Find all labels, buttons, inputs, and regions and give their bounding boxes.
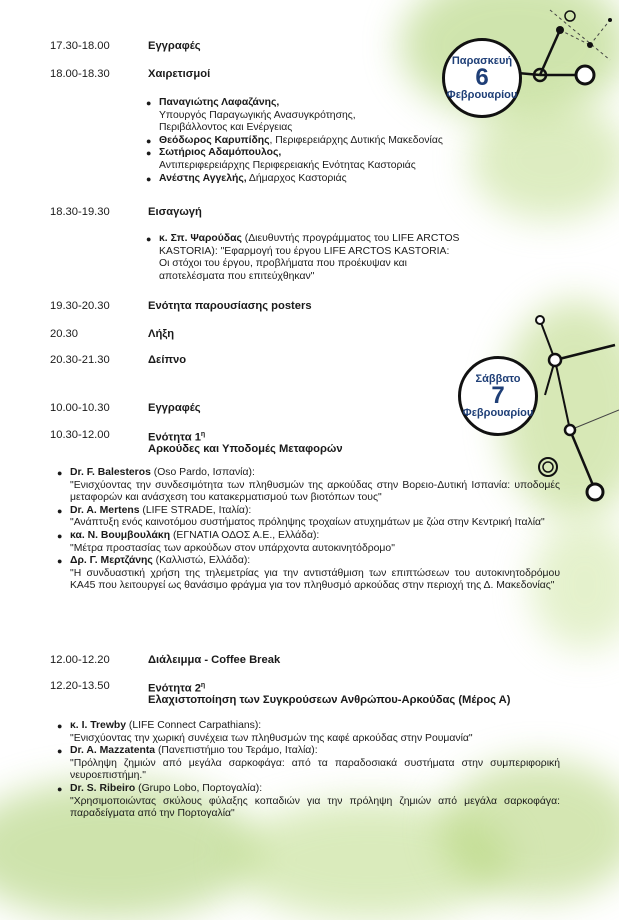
session2-talks: [57, 720, 560, 821]
list-item: [57, 720, 560, 745]
speaker-affiliation: (Πανεπιστήμιο του Τεράμο, Ιταλία):: [155, 745, 318, 757]
greetings-list: [146, 97, 476, 185]
list-item: [146, 97, 476, 135]
session-time: 20.30: [50, 328, 78, 340]
session-title: Δείπνο: [148, 354, 187, 366]
talk-title: "Η συνδυαστική χρήση της τηλεμετρίας για την αντιστάθμιση των επιπτώσεων του αυτοκινητοδρόμου ΚΑ45 που λειτουργεί ως θανάσιμο φράγμα για τον πληθυσμό αρκούδας στην περιοχή της Δ. Μακεδονίας": [70, 567, 560, 592]
talk-title: "Μέτρα προστασίας των αρκούδων στον υπάρχοντα αυτοκινητόδρομο": [70, 542, 395, 554]
session-title: Χαιρετισμοί: [148, 68, 211, 80]
badge-day-number: 7: [491, 382, 505, 409]
talk-text: KASTORIA): "Εφαρμογή του έργου LIFE ARCTOS KASTORIA:: [159, 245, 450, 257]
talk-title: "Ενισχύοντας την συνδεσιμότητα των πληθυσμών της αρκούδας στην Βορειο-Δυτική Ισπανία: υποδομές μεταφορών και ανάσχεση του κατακερματισμού των βιοτόπων τους": [70, 479, 560, 504]
speaker-affiliation: (LIFE Connect Carpathians):: [126, 720, 262, 731]
speaker-role: Δήμαρχος Καστοριάς: [246, 172, 347, 184]
session-time: 18.00-18.30: [50, 68, 110, 80]
badge-weekday: Παρασκευή: [451, 55, 513, 67]
speaker-name: Dr. F. Balesteros: [70, 467, 151, 478]
session-time: 19.30-20.30: [50, 300, 110, 312]
session-title: Εγγραφές: [148, 402, 201, 414]
session-title: Εισαγωγή: [148, 206, 202, 218]
speaker-name: κ. Σπ. Ψαρούδας: [159, 233, 242, 244]
talk-text: αποτελέσματα που επιτεύχθηκαν": [159, 270, 315, 282]
list-item: [57, 530, 560, 555]
session-title-sup: η: [200, 431, 206, 438]
session-time: 20.30-21.30: [50, 354, 110, 366]
speaker-role: Αντιπεριφερειάρχης Περιφερειακής Ενότητας Καστοριάς: [159, 159, 416, 171]
day-badge-saturday: [458, 356, 538, 436]
speaker-affiliation: (LIFE STRADE, Ιταλία):: [139, 504, 252, 516]
speaker-name: κα. Ν. Βουμβουλάκη: [70, 529, 171, 541]
speaker-name: Θεόδωρος Καρυπίδης: [159, 134, 270, 146]
speaker-name: Παναγιώτης Λαφαζάνης,: [159, 97, 280, 108]
list-item: [146, 135, 476, 148]
intro-talk: [146, 233, 516, 283]
speaker-name: Dr. S. Ribeiro: [70, 782, 136, 794]
talk-title: "Ανάπτυξη ενός καινοτόμου συστήματος πρόληψης τροχαίων ατυχημάτων με ζώα στην Κεντρική Ιταλία": [70, 517, 545, 529]
speaker-name: Dr. A. Mazzatenta: [70, 745, 156, 757]
session-time: 17.30-18.00: [50, 40, 110, 52]
speaker-name: κ. Ι. Trewby: [70, 720, 127, 731]
list-item: [146, 147, 476, 172]
speaker-role: , Περιφερειάρχης Δυτικής Μακεδονίας: [269, 134, 443, 146]
speaker-affiliation: (Grupo Lobo, Πορτογαλία):: [135, 782, 263, 794]
speaker-role: Υπουργός Παραγωγικής Ανασυγκρότησης,: [159, 109, 356, 121]
list-item: [57, 745, 560, 783]
list-item: [57, 783, 560, 821]
badge-month: Φεβρουαρίου: [446, 89, 518, 101]
talk-title: "Χρησιμοποιώντας σκύλους φύλαξης κοπαδιών για την πρόληψη ζημιών από μεγάλα σαρκοφάγα: παραδείγματα από την Πορτογαλία": [70, 795, 560, 820]
talk-title: "Πρόληψη ζημιών από μεγάλα σαρκοφάγα: από τα παραδοσιακά συστήματα στην συμπεριφορική νευροεπιστήμη.": [70, 757, 560, 782]
speaker-affiliation: (ΕΓΝΑΤΙΑ ΟΔΟΣ Α.Ε., Ελλάδα):: [170, 529, 320, 541]
session1-talks: [57, 467, 560, 593]
speaker-affiliation: (Oso Pardo, Ισπανία):: [150, 467, 255, 478]
session-title: Εγγραφές: [148, 40, 201, 52]
session-title-sup: η: [200, 682, 206, 689]
list-item: [146, 173, 476, 186]
badge-day-number: 6: [475, 64, 489, 91]
speaker-name: Ανέστης Αγγελής,: [159, 172, 247, 184]
session-time: 18.30-19.30: [50, 206, 110, 218]
session-subtitle: Ελαχιστοποίηση των Συγκρούσεων Ανθρώπου-Αρκούδας (Μέρος Α): [148, 694, 511, 706]
talk-text: (Διευθυντής προγράμματος του LIFE ARCTOS: [241, 233, 460, 244]
list-item: [57, 467, 560, 505]
list-item: [146, 233, 516, 283]
speaker-affiliation: (Καλλιστώ, Ελλάδα):: [152, 555, 251, 567]
session-title: Ενότητα παρουσίασης posters: [148, 300, 312, 312]
session-title-text: Ενότητα 1: [148, 431, 201, 444]
session-time: 10.30-12.00: [50, 429, 110, 441]
badge-month: Φεβρουαρίου: [462, 407, 534, 419]
session-subtitle: Αρκούδες και Υποδομές Μεταφορών: [148, 443, 343, 455]
talk-title: "Ενισχύοντας την χωρική συνέχεια των πληθυσμών της καφέ αρκούδας στην Ρουμανία": [70, 732, 473, 744]
speaker-name: Δρ. Γ. Μερτζάνης: [70, 555, 153, 567]
session-time: 12.00-12.20: [50, 654, 110, 666]
talk-text: Οι στόχοι του έργου, προβλήματα που προέκυψαν και: [159, 258, 407, 270]
speaker-role: Περιβάλλοντος και Ενέργειας: [159, 122, 293, 134]
session-time: 12.20-13.50: [50, 680, 110, 692]
session-title-text: Ενότητα 2: [148, 682, 201, 695]
list-item: [57, 505, 560, 530]
speaker-name: Dr. A. Mertens: [70, 504, 140, 516]
session-title: Διάλειμμα - Coffee Break: [148, 654, 281, 666]
session-title: Λήξη: [148, 328, 175, 340]
speaker-name: Σωτήριος Αδαμόπουλος,: [159, 147, 282, 159]
badge-weekday: Σάββατο: [475, 373, 521, 385]
session-time: 10.00-10.30: [50, 402, 110, 414]
list-item: [57, 555, 560, 593]
